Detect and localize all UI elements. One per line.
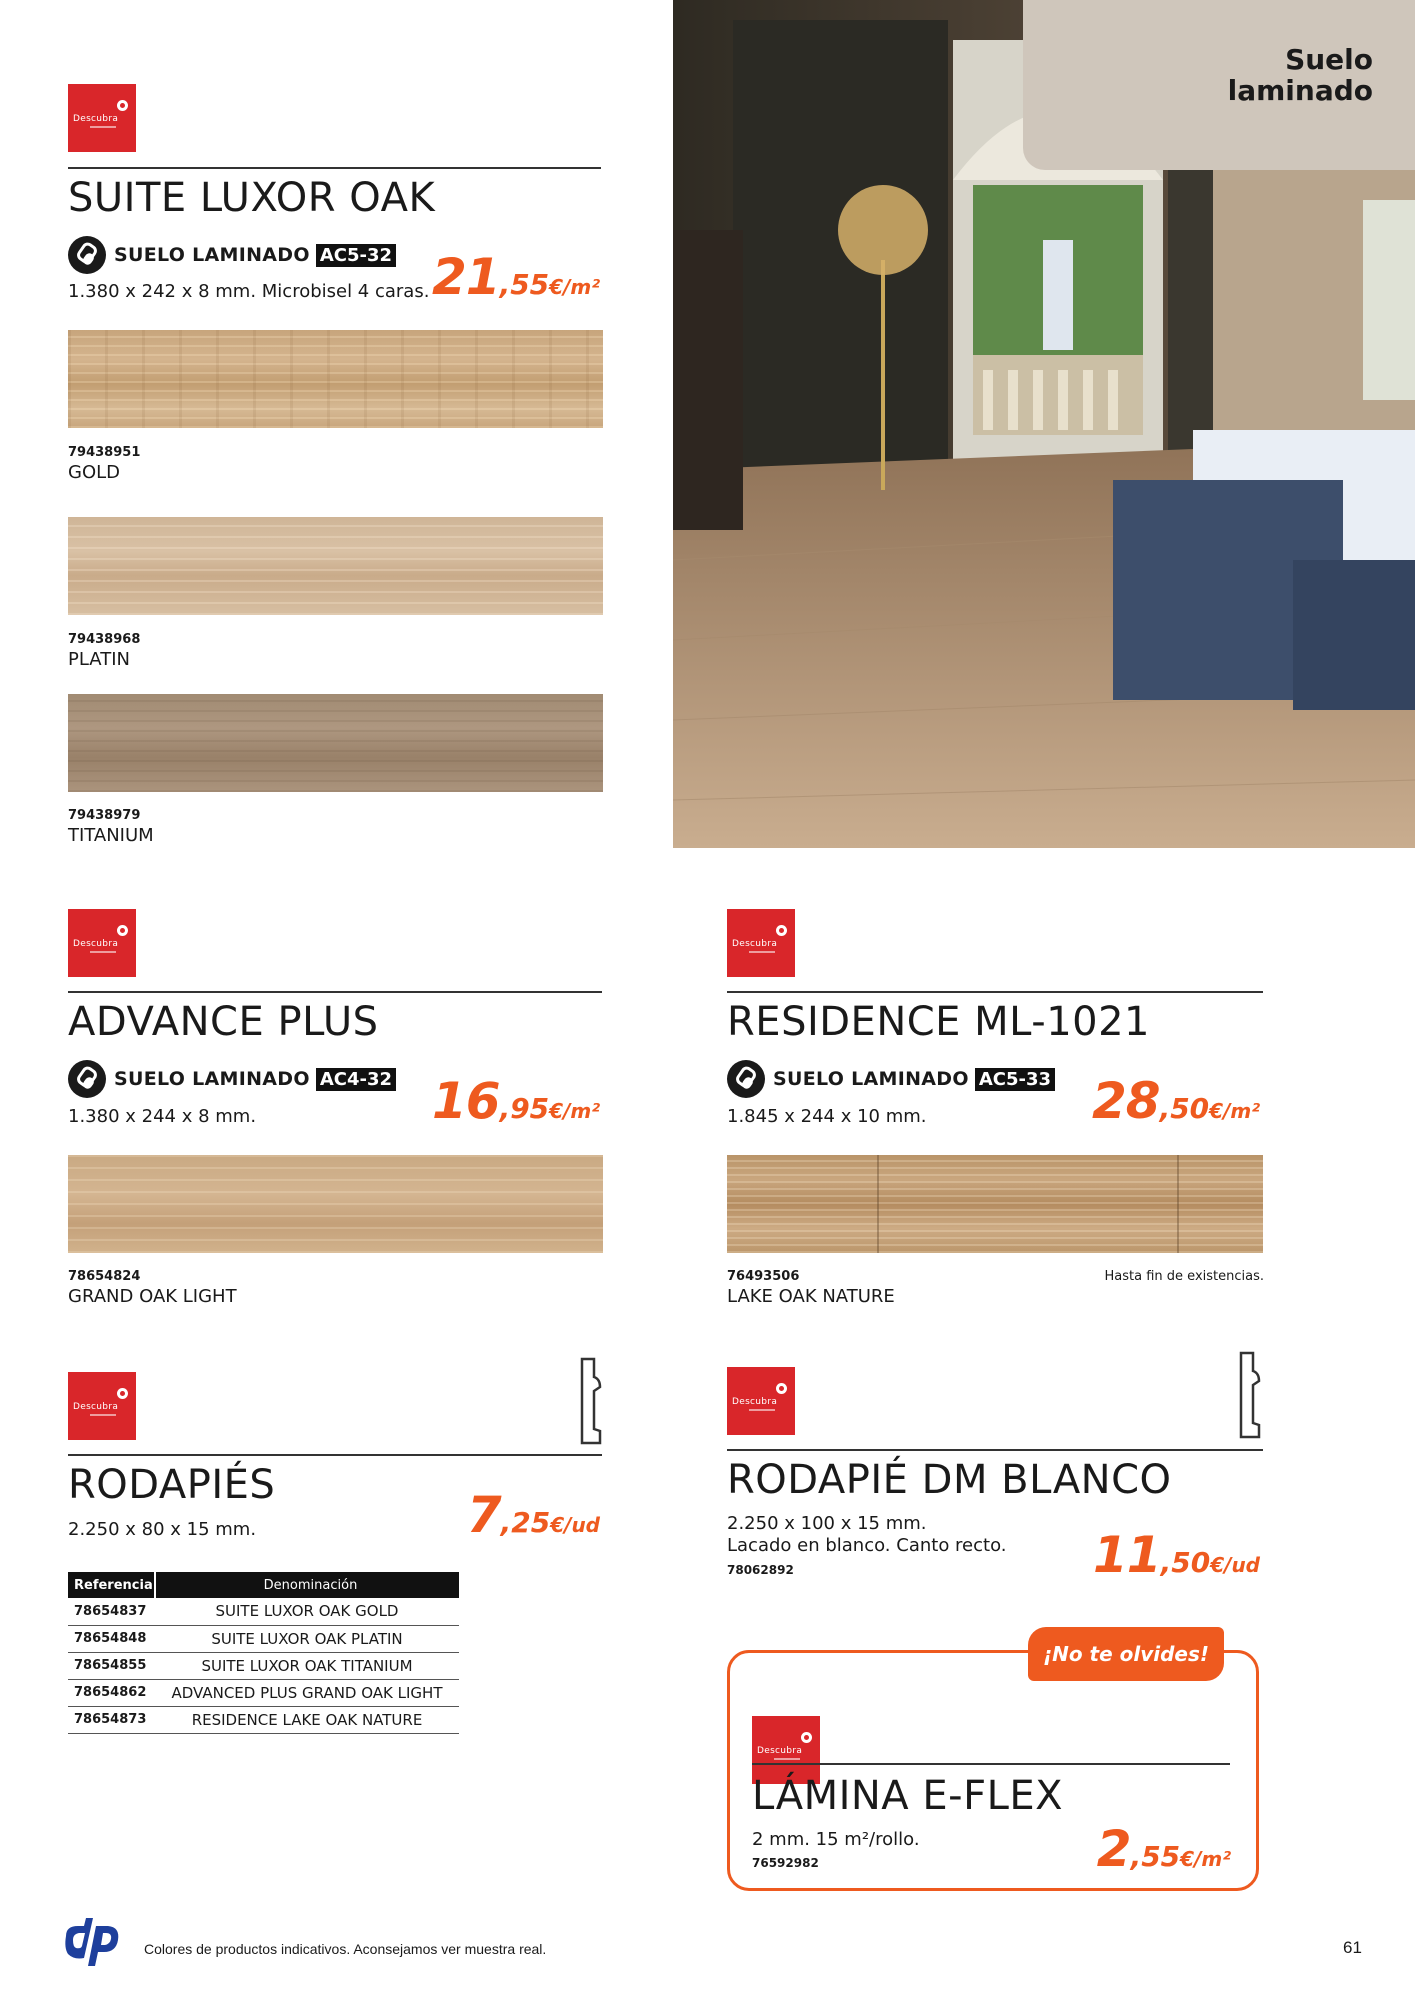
- variant-code: 79438979: [68, 808, 141, 823]
- product-title: ADVANCE PLUS: [68, 999, 379, 1045]
- divider: [727, 991, 1263, 993]
- skirting-profile-icon: [1239, 1351, 1261, 1439]
- laminate-category-icon: [68, 1060, 106, 1098]
- product-price: 2,55€/m²: [1096, 1820, 1231, 1878]
- variant-name: TITANIUM: [68, 825, 154, 846]
- product-title: RODAPIÉS: [68, 1462, 276, 1508]
- skirting-profile-icon: [580, 1357, 602, 1445]
- table-row: 78654855 SUITE LUXOR OAK TITANIUM: [68, 1652, 459, 1679]
- product-spec: 2 mm. 15 m²/rollo.: [752, 1829, 920, 1850]
- product-title: SUITE LUXOR OAK: [68, 175, 436, 221]
- product-spec: 1.380 x 244 x 8 mm.: [68, 1106, 257, 1127]
- product-title: RODAPIÉ DM BLANCO: [727, 1457, 1172, 1503]
- brand-logo-dot-icon: [117, 100, 128, 111]
- variant-code: 79438968: [68, 632, 141, 647]
- divider: [68, 1454, 602, 1456]
- product-price: 11,50€/ud: [1093, 1526, 1260, 1584]
- product-spec: 2.250 x 100 x 15 mm.: [727, 1513, 927, 1534]
- table-row: 78654873 RESIDENCE LAKE OAK NATURE: [68, 1706, 459, 1733]
- variant-name: LAKE OAK NATURE: [727, 1286, 895, 1307]
- variant-code: 79438951: [68, 445, 141, 460]
- brand-logo: Descubra: [752, 1716, 820, 1784]
- section-tab: [1023, 0, 1415, 170]
- category-row: SUELO LAMINADO AC5-33: [727, 1060, 1055, 1098]
- laminate-category-icon: [727, 1060, 765, 1098]
- brand-logo: Descubra: [68, 84, 136, 152]
- divider: [752, 1763, 1230, 1765]
- table-header: Denominación: [155, 1572, 459, 1598]
- table-row: 78654862 ADVANCED PLUS GRAND OAK LIGHT: [68, 1679, 459, 1706]
- brand-logo: Descubra: [727, 1367, 795, 1435]
- wood-swatch-titanium: [68, 694, 603, 792]
- variant-name: GRAND OAK LIGHT: [68, 1286, 237, 1307]
- divider: [68, 167, 601, 169]
- stock-note: Hasta fin de existencias.: [1104, 1269, 1264, 1284]
- brand-logo-dot-icon: [776, 925, 787, 936]
- wood-swatch-grand-oak-light: [68, 1155, 603, 1253]
- table-row: 78654848 SUITE LUXOR OAK PLATIN: [68, 1625, 459, 1652]
- laminate-category-icon: [68, 236, 106, 274]
- divider: [68, 991, 602, 993]
- product-price: 16,95€/m²: [431, 1072, 600, 1130]
- category-row: SUELO LAMINADO AC4-32: [68, 1060, 396, 1098]
- product-spec: 1.845 x 244 x 10 mm.: [727, 1106, 927, 1127]
- product-spec-finish: Lacado en blanco. Canto recto.: [727, 1535, 1007, 1556]
- variant-code: 76493506: [727, 1269, 800, 1284]
- product-price: 7,25€/ud: [466, 1486, 600, 1544]
- brand-logo-dot-icon: [776, 1383, 787, 1394]
- variant-name: GOLD: [68, 462, 121, 483]
- footer-note: Colores de productos indicativos. Aconsejamos ver muestra real.: [144, 1941, 547, 1957]
- brand-logo: Descubra: [68, 909, 136, 977]
- product-price: 21,55€/m²: [431, 248, 600, 306]
- reference-table: [68, 1572, 459, 1734]
- category-row: SUELO LAMINADO AC5-32: [68, 236, 396, 274]
- section-tab-title: Suelo laminado: [1227, 43, 1373, 107]
- ac-class-badge: AC5-32: [316, 244, 396, 267]
- brand-logo-dot-icon: [117, 1388, 128, 1399]
- wood-swatch-gold: [68, 330, 603, 428]
- brand-logo: Descubra: [68, 1372, 136, 1440]
- table-row: 78654837 SUITE LUXOR OAK GOLD: [68, 1598, 459, 1625]
- variant-code: 78654824: [68, 1269, 141, 1284]
- ac-class-badge: AC5-33: [975, 1068, 1055, 1091]
- product-title: RESIDENCE ML-1021: [727, 999, 1150, 1045]
- brand-logo: Descubra: [727, 909, 795, 977]
- product-code: 78062892: [727, 1563, 794, 1577]
- product-title: LÁMINA E-FLEX: [752, 1773, 1064, 1819]
- wood-swatch-lake-oak-nature: [727, 1155, 1263, 1253]
- table-header: Referencia: [68, 1572, 155, 1598]
- dp-logo-icon: [60, 1918, 122, 1966]
- page-number: 61: [1343, 1938, 1362, 1957]
- product-code: 76592982: [752, 1856, 819, 1870]
- wood-swatch-platin: [68, 517, 603, 615]
- promo-tag: ¡No te olvides!: [1028, 1627, 1224, 1681]
- ac-class-badge: AC4-32: [316, 1068, 396, 1091]
- product-spec: 2.250 x 80 x 15 mm.: [68, 1519, 257, 1540]
- product-spec: 1.380 x 242 x 8 mm. Microbisel 4 caras.: [68, 281, 430, 302]
- brand-logo-dot-icon: [801, 1732, 812, 1743]
- divider: [727, 1449, 1263, 1451]
- brand-logo-dot-icon: [117, 925, 128, 936]
- product-price: 28,50€/m²: [1091, 1072, 1260, 1130]
- variant-name: PLATIN: [68, 649, 130, 670]
